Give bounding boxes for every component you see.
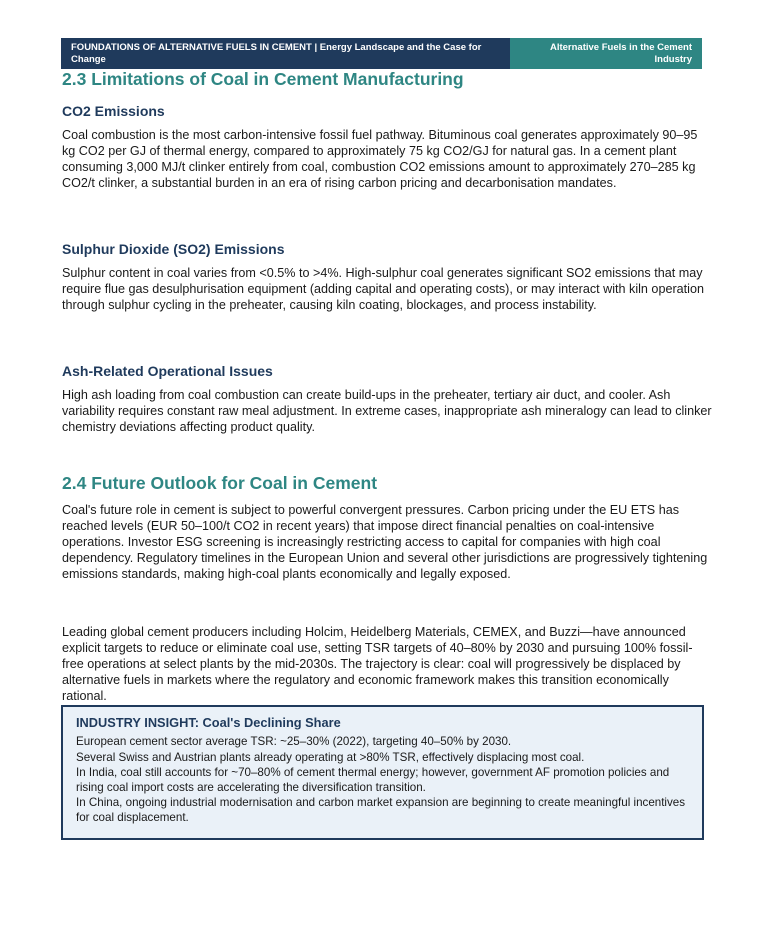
insight-item-china: In China, ongoing industrial modernisation and carbon market expansion are beginning to create meaningful incentives for coal displacement. [76, 796, 686, 824]
co2-heading: CO2 Emissions [62, 103, 165, 119]
running-header [61, 38, 702, 69]
header-book-title: Alternative Fuels in the Cement Industry [510, 38, 702, 69]
so2-paragraph: Sulphur content in coal varies from <0.5% to >4%. High-sulphur coal generates significant SO2 emissions that may require flue gas desulphurisation equipment (adding capital and operating costs), or may interact with kiln operation through sulphur cycling in the preheater, causing kiln coating, blockages, and process instability. [62, 266, 704, 312]
section-2-4-title: 2.4 Future Outlook for Coal in Cement [62, 473, 378, 493]
insight-item-europe: European cement sector average TSR: ~25–30% (2022), targeting 40–50% by 2030. [76, 735, 512, 748]
insight-item-india: In India, coal still accounts for ~70–80% of cement thermal energy; however, government AF promotion policies and rising coal import costs are accelerating the diversification transition. [76, 766, 670, 794]
outlook-paragraph-2: Leading global cement producers including Holcim, Heidelberg Materials, CEMEX, and Buzzi—have announced explicit targets to reduce or eliminate coal use, setting TSR targets of 40–80% by 2030 and pursuing 100% fossil-free operations at select plants by the mid-2030s. The trajectory is clear: coal will progressively be displaced by alternative fuels in markets where the regulatory and economic framework makes this transition economically rational. [62, 625, 693, 703]
industry-insight-box [61, 705, 704, 840]
outlook-paragraph-1: Coal's future role in cement is subject to powerful convergent pressures. Carbon pricing under the EU ETS has reached levels (EUR 50–100/t CO2 in recent years) that impose direct financial penalties on coal-intensive operations. Investor ESG screening is increasingly restricting access to capital for companies with high coal dependency. Regulatory timelines in the European Union and several other jurisdictions are progressively tightening emissions standards, making high-coal plants economically and legally exposed. [62, 503, 708, 581]
ash-heading: Ash-Related Operational Issues [62, 363, 273, 379]
co2-paragraph: Coal combustion is the most carbon-intensive fossil fuel pathway. Bituminous coal generates approximately 90–95 kg CO2 per GJ of thermal energy, compared to approximately 75 kg CO2/GJ for natural gas. In a cement plant consuming 3,000 MJ/t clinker entirely from coal, combustion CO2 emissions amount to approximately 270–285 kg CO2/t clinker, a substantial burden in an era of rising carbon pricing and decarbonisation mandates. [62, 128, 698, 190]
insight-title: INDUSTRY INSIGHT: Coal's Declining Share [76, 715, 341, 730]
section-2-3-title: 2.3 Limitations of Coal in Cement Manufacturing [62, 69, 464, 89]
so2-heading: Sulphur Dioxide (SO2) Emissions [62, 241, 285, 257]
ash-paragraph: High ash loading from coal combustion can create build-ups in the preheater, tertiary air duct, and cooler. Ash variability requires constant raw meal adjustment. In extreme cases, inappropriate ash mineralogy can lead to clinker chemistry deviations affecting product quality. [62, 388, 712, 434]
insight-item-swiss-austria: Several Swiss and Austrian plants already operating at >80% TSR, effectively displacing most coal. [76, 750, 585, 764]
header-document-title: FOUNDATIONS OF ALTERNATIVE FUELS IN CEMENT | Energy Landscape and the Case for Change [61, 38, 510, 69]
